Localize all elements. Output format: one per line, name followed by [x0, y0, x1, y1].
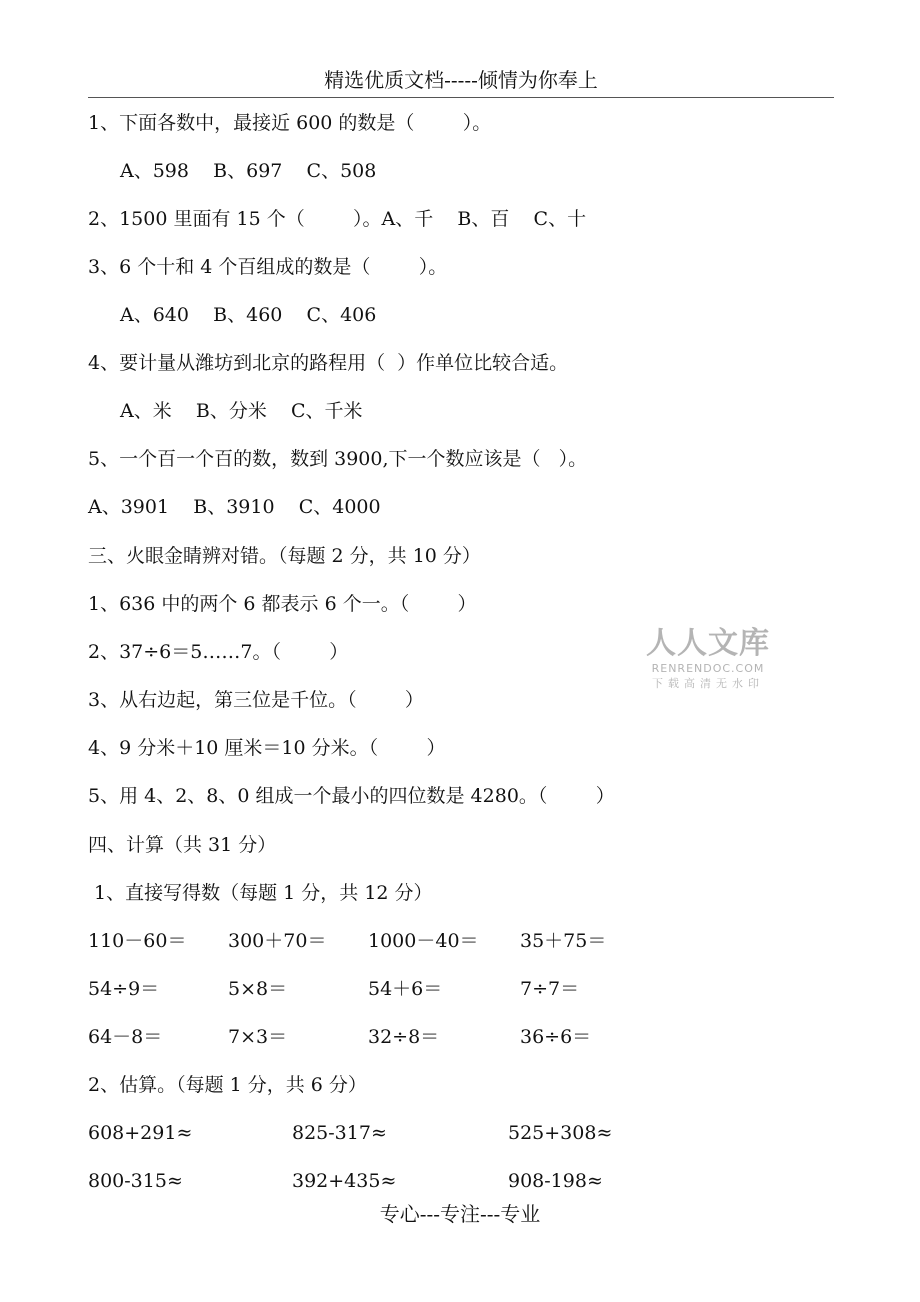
estimate-cell: 800-315≈	[88, 1170, 183, 1192]
estimate-cell: 392+435≈	[292, 1170, 397, 1192]
calc-cell: 36÷6＝	[520, 1026, 592, 1048]
estimate-cell: 825-317≈	[292, 1122, 387, 1144]
calc-cell: 35＋75＝	[520, 930, 607, 952]
calc-cell: 7×3＝	[228, 1026, 288, 1048]
question-line: 2、1500 里面有 15 个（ ）。A、千 B、百 C、十	[88, 208, 587, 230]
choice-line: A、3901 B、3910 C、4000	[88, 496, 381, 518]
watermark-domain: RENRENDOC.COM	[651, 662, 765, 675]
estimate-cell: 608+291≈	[88, 1122, 193, 1144]
calc-cell: 300＋70＝	[228, 930, 327, 952]
watermark-logo	[642, 618, 774, 691]
calc-cell: 64－8＝	[88, 1026, 163, 1048]
question-line: 4、要计量从潍坊到北京的路程用（ ）作单位比较合适。	[88, 352, 569, 374]
question-line: 1、636 中的两个 6 都表示 6 个一。（ ）	[88, 593, 477, 615]
calc-cell: 54÷9＝	[88, 978, 160, 1000]
calc-cell: 5×8＝	[228, 978, 288, 1000]
calc-cell: 7÷7＝	[520, 978, 580, 1000]
subsection-heading: 2、估算。（每题 1 分，共 6 分）	[88, 1074, 367, 1096]
estimate-cell: 525+308≈	[508, 1122, 613, 1144]
calc-cell: 54＋6＝	[368, 978, 443, 1000]
watermark-title: 人人文库	[646, 626, 770, 661]
question-line: 4、9 分米＋10 厘米＝10 分米。（ ）	[88, 737, 446, 759]
calc-cell: 1000－40＝	[368, 930, 479, 952]
calc-cell: 110－60＝	[88, 930, 187, 952]
section-heading: 三、火眼金睛辨对错。（每题 2 分，共 10 分）	[88, 545, 481, 567]
subsection-heading: 1、直接写得数（每题 1 分，共 12 分）	[88, 882, 433, 904]
choice-line: A、米 B、分米 C、千米	[120, 400, 363, 422]
question-line: 5、用 4、2、8、0 组成一个最小的四位数是 4280。（ ）	[88, 785, 615, 807]
page-footer: 专心---专注---专业	[379, 1202, 541, 1226]
page-header: 精选优质文档-----倾情为你奉上	[88, 64, 834, 98]
question-line: 3、从右边起，第三位是千位。（ ）	[88, 689, 424, 711]
choice-line: A、640 B、460 C、406	[120, 304, 377, 326]
question-line: 1、下面各数中，最接近 600 的数是（ ）。	[88, 112, 492, 134]
question-line: 2、37÷6＝5……7。（ ）	[88, 641, 349, 663]
choice-line: A、598 B、697 C、508	[120, 160, 377, 182]
question-line: 5、一个百一个百的数，数到 3900,下一个数应该是（ ）。	[88, 448, 588, 470]
section-heading: 四、计算（共 31 分）	[88, 834, 277, 856]
question-line: 3、6 个十和 4 个百组成的数是（ ）。	[88, 256, 448, 278]
estimate-cell: 908-198≈	[508, 1170, 603, 1192]
calc-cell: 32÷8＝	[368, 1026, 440, 1048]
watermark-subtitle: 下载高清无水印	[652, 677, 764, 690]
